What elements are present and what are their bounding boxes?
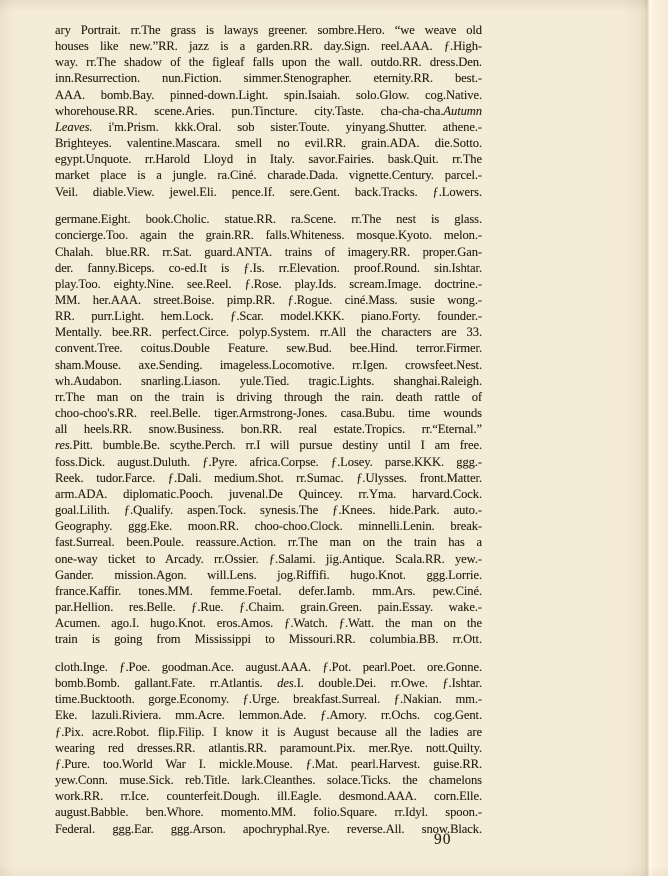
- text-line: goal.Lilith. ƒ.Qualify. aspen.Tock. synesis.The ƒ.Knees. hide.Park. auto.-: [55, 503, 482, 518]
- text-line: egypt.Unquote. rr.Harold Lloyd in Italy. savor.Fairies. bask.Quit. rr.The: [55, 152, 482, 167]
- text-line: Brighteyes. valentine.Mascara. smell no evil.RR. grain.ADA. die.Sotto.: [55, 136, 482, 151]
- paragraph-1: [55, 22, 482, 200]
- text-line: Chalah. blue.RR. rr.Sat. guard.ANTA. trains of imagery.RR. proper.Gan-: [55, 244, 482, 259]
- text-line: wh.Audabon. snarling.Liason. yule.Tied. tragic.Lights. shanghai.Raleigh.: [55, 373, 482, 388]
- text-line: sham.Mouse. axe.Sending. imageless.Locomotive. rr.Igen. crowsfeet.Nest.: [55, 357, 482, 372]
- text-line: one-way ticket to Arcady. rr.Ossier. ƒ.Salami. jig.Antique. Scala.RR. yew.-: [55, 551, 482, 566]
- page-edge-curl: [620, 0, 668, 876]
- page-top-shadow: [0, 0, 668, 12]
- text-line: Mentally. bee.RR. perfect.Circe. polyp.System. rr.All the characters are 33.: [55, 325, 482, 340]
- text-line: way. rr.The shadow of the figleaf falls upon the wall. outdo.RR. dress.Den.: [55, 55, 482, 70]
- text-line: convent.Tree. coitus.Double Feature. sew.Bud. bee.Hind. terror.Firmer.: [55, 341, 482, 356]
- text-line: fast.Surreal. been.Poule. reassure.Action. rr.The man on the train has a: [55, 535, 482, 550]
- text-line: res.Pitt. bumble.Be. scythe.Perch. rr.I will pursue destiny until I am free.: [55, 438, 482, 453]
- text-line: ƒ.Pure. too.World War I. mickle.Mouse. ƒ.Mat. pearl.Harvest. guise.RR.: [55, 756, 482, 771]
- text-line: Gander. mission.Agon. will.Lens. jog.Riffifi. hugo.Knot. ggg.Lorrie.: [55, 567, 482, 582]
- text-line: germane.Eight. book.Cholic. statue.RR. ra.Scene. rr.The nest is glass.: [55, 212, 482, 227]
- text-line: Leaves. i'm.Prism. kkk.Oral. sob sister.Toute. yinyang.Shutter. athene.-: [55, 119, 482, 134]
- text-line: par.Hellion. res.Belle. ƒ.Rue. ƒ.Chaim. grain.Green. pain.Essay. wake.-: [55, 599, 482, 614]
- text-line: Eke. lazuli.Riviera. mm.Acre. lemmon.Ade. ƒ.Amory. rr.Ochs. cog.Gent.: [55, 708, 482, 723]
- text-line: ƒ.Pix. acre.Robot. flip.Filip. I know it is August because all the ladies are: [55, 724, 482, 739]
- text-line: choo-choo's.RR. reel.Belle. tiger.Armstrong-Jones. casa.Bubu. time wounds: [55, 406, 482, 421]
- text-line: yew.Conn. muse.Sick. reb.Title. lark.Cleanthes. solace.Ticks. the chamelons: [55, 773, 482, 788]
- text-line: france.Kaffir. tones.MM. femme.Foetal. defer.Iamb. mm.Ars. pew.Ciné.: [55, 583, 482, 598]
- text-line: market place is a jungle. ra.Ciné. charade.Dada. vignette.Century. parcel.-: [55, 168, 482, 183]
- text-line: work.RR. rr.Ice. counterfeit.Dough. ill.Eagle. desmond.AAA. corn.Elle.: [55, 789, 482, 804]
- text-line: Veil. diable.View. jewel.Eli. pence.If. sere.Gent. back.Tracks. ƒ.Lowers.: [55, 184, 482, 199]
- text-line: Geography. ggg.Eke. moon.RR. choo-choo.Clock. minnelli.Lenin. break-: [55, 519, 482, 534]
- text-line: MM. her.AAA. street.Boise. pimp.RR. ƒ.Rogue. ciné.Mass. susie wong.-: [55, 293, 482, 307]
- text-line: play.Too. eighty.Nine. see.Reel. ƒ.Rose. play.Ids. scream.Image. doctrine.-: [55, 276, 482, 291]
- text-line: august.Babble. ben.Whore. momento.MM. folio.Square. rr.Idyl. spoon.-: [55, 805, 482, 820]
- text-line: foss.Dick. august.Duluth. ƒ.Pyre. africa.Corpse. ƒ.Losey. parse.KKK. ggg.-: [55, 454, 482, 469]
- page-text: [55, 22, 482, 848]
- text-line: RR. purr.Light. hem.Lock. ƒ.Scar. model.KKK. piano.Forty. founder.-: [55, 309, 482, 324]
- text-line: arm.ADA. diplomatic.Pooch. juvenal.De Quincey. rr.Yma. harvard.Cock.: [55, 486, 482, 501]
- text-line: all heels.RR. snow.Business. bon.RR. real estate.Tropics. rr.“Eternal.”: [55, 422, 482, 437]
- paragraph-3: [55, 659, 482, 837]
- text-line: cloth.Inge. ƒ.Poe. goodman.Ace. august.AAA. ƒ.Pot. pearl.Poet. ore.Gonne.: [55, 659, 482, 674]
- text-line: inn.Resurrection. nun.Fiction. simmer.Stenographer. eternity.RR. best.-: [55, 71, 482, 86]
- text-line: whorehouse.RR. scene.Aries. pun.Tincture. city.Taste. cha-cha-cha.Autumn: [55, 103, 482, 118]
- text-line: Federal. ggg.Ear. ggg.Arson. apochryphal.Rye. reverse.All. snow.Black.: [55, 821, 482, 836]
- text-line: ary Portrait. rr.The grass is laways greener. sombre.Hero. “we weave old: [55, 23, 482, 37]
- text-line: Reek. tudor.Farce. ƒ.Dali. medium.Shot. rr.Sumac. ƒ.Ulysses. front.Matter.: [55, 470, 482, 485]
- text-line: houses like new.”RR. jazz is a garden.RR. day.Sign. reel.AAA. ƒ.High-: [55, 39, 482, 54]
- page-number: 90: [434, 831, 452, 848]
- text-line: rr.The man on the train is driving through the rain. death rattle of: [55, 389, 482, 404]
- text-line: wearing red dresses.RR. atlantis.RR. paramount.Pix. mer.Rye. nott.Quilty.: [55, 740, 482, 755]
- page-bottom-shadow: [0, 866, 668, 876]
- text-line: train is going from Mississippi to Missouri.RR. columbia.BB. rr.Ott.: [55, 632, 482, 647]
- text-line: der. fanny.Biceps. co-ed.It is ƒ.Is. rr.Elevation. proof.Round. sin.Ishtar.: [55, 260, 482, 275]
- text-line: Acumen. ago.I. hugo.Knot. eros.Amos. ƒ.Watch. ƒ.Watt. the man on the: [55, 616, 482, 631]
- paragraph-2: [55, 211, 482, 647]
- text-line: time.Bucktooth. gorge.Economy. ƒ.Urge. breakfast.Surreal. ƒ.Nakian. mm.-: [55, 692, 482, 707]
- text-line: AAA. bomb.Bay. pinned-down.Light. spin.Isaiah. solo.Glow. cog.Native.: [55, 87, 482, 102]
- text-line: bomb.Bomb. gallant.Fate. rr.Atlantis. des.I. double.Dei. rr.Owe. ƒ.Ishtar.: [55, 676, 482, 691]
- page-left-shadow: [0, 0, 14, 876]
- text-line: concierge.Too. again the grain.RR. falls.Whiteness. mosque.Kyoto. melon.-: [55, 228, 482, 243]
